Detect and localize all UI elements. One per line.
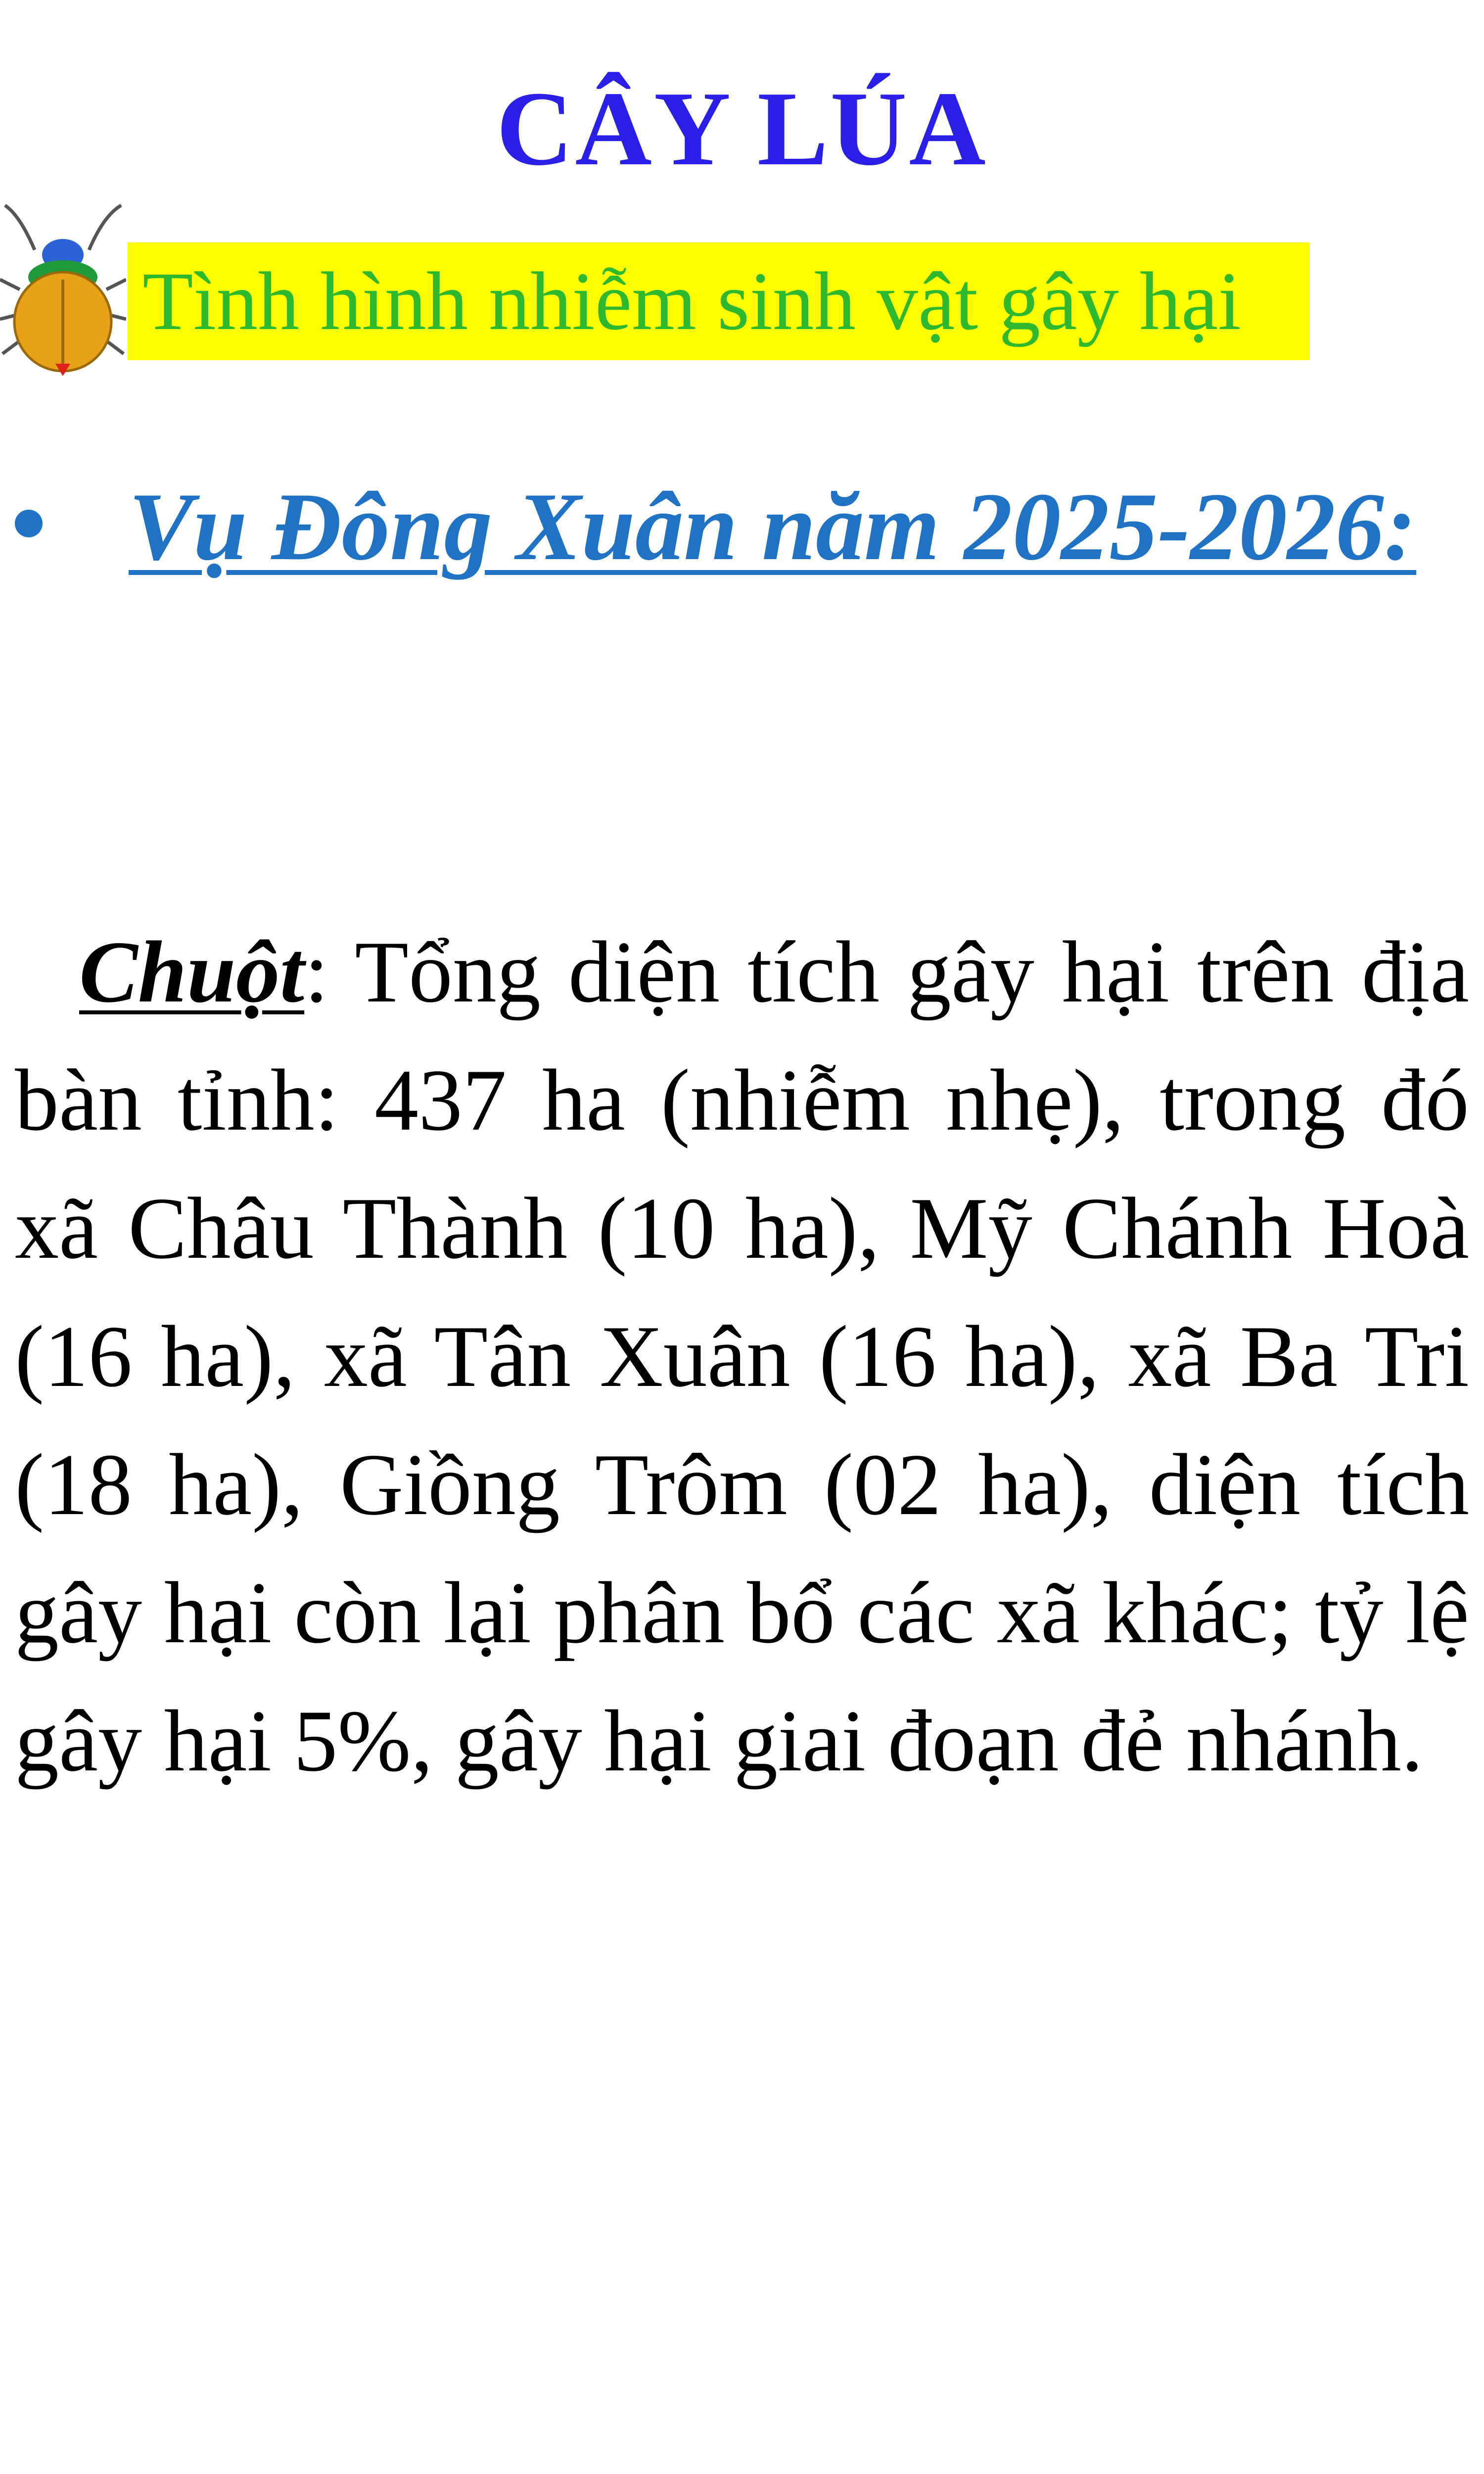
beetle-icon (0, 195, 126, 379)
body-paragraph (15, 908, 1469, 1805)
page-title: CÂY LÚA (496, 69, 988, 188)
section-heading: Tình hình nhiễm sinh vật gây hại (128, 242, 1310, 360)
body-text: : Tổng diện tích gây hại trên địa bàn tỉnh: 437 ha (nhiễm nhẹ), trong đó xã Châu Thành (10 ha), Mỹ Chánh Hoà (16 ha), xã Tân Xuân (16 ha), xã Ba Tri (18 ha), Giồng Trôm (02 ha), diện tích gây hại còn lại phân bổ các xã khác; tỷ lệ gây hại 5%, gây hại giai đoạn đẻ nhánh. (15, 923, 1469, 1790)
season-heading: Vụ Đông Xuân năm 2025-2026: (129, 473, 1417, 580)
bullet-dot-icon (15, 510, 43, 537)
pest-term: Chuột (79, 923, 305, 1021)
